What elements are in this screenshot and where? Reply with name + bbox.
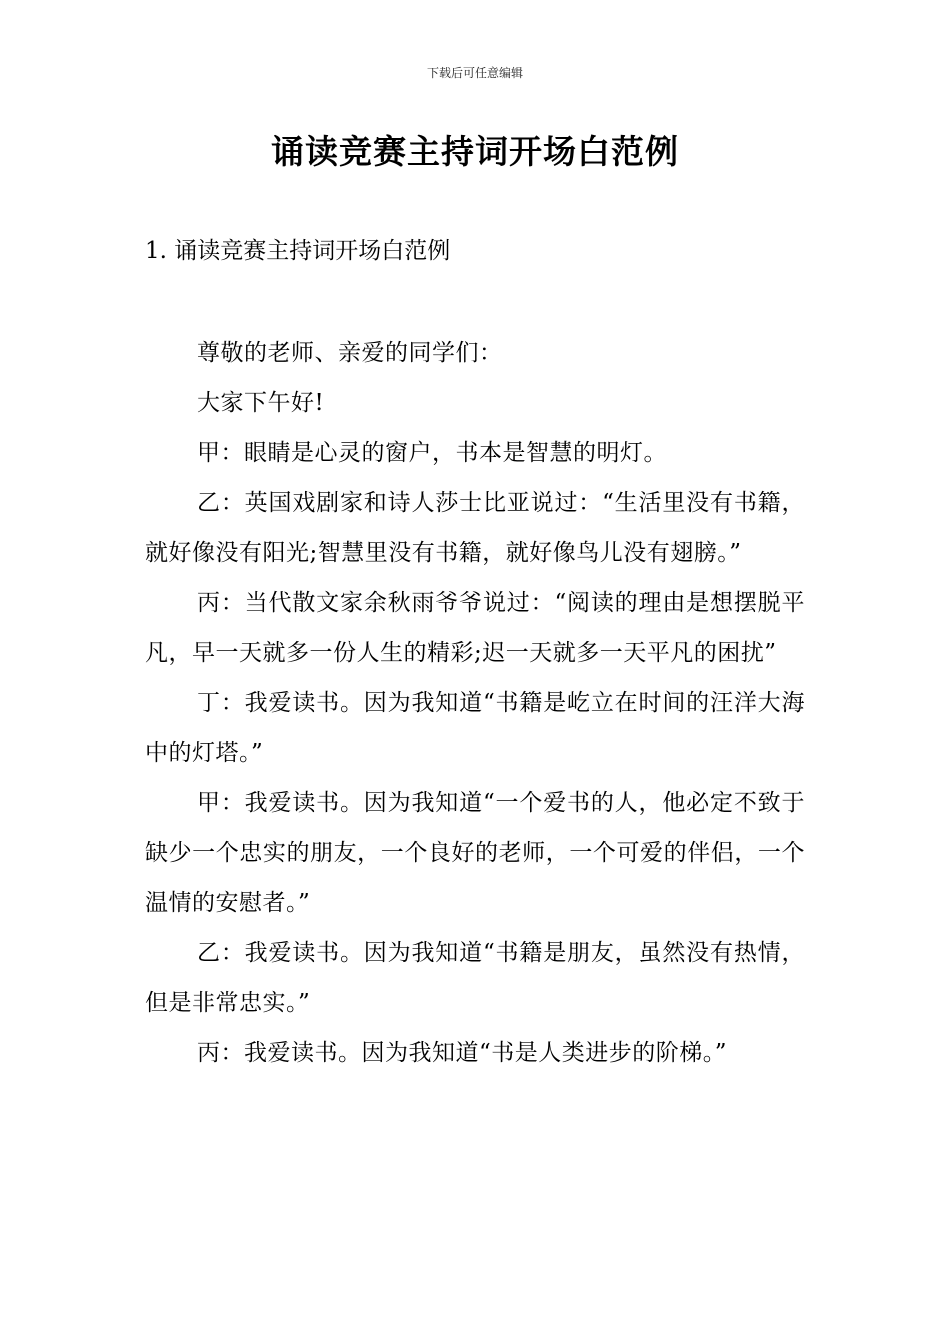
document-title: 诵读竞赛主持词开场白范例 [271, 132, 679, 171]
paragraph-yi-2: 乙：我爱读书。因为我知道“书籍是朋友，虽然没有热情，但是非常忠实。” [145, 940, 805, 1016]
paragraph-ding-1: 丁：我爱读书。因为我知道“书籍是屹立在时间的汪洋大海中的灯塔。” [145, 690, 805, 766]
paragraph-good-afternoon: 大家下午好! [197, 390, 325, 416]
section-heading: 1. 诵读竞赛主持词开场白范例 [145, 238, 451, 264]
paragraph-greeting: 尊敬的老师、亲爱的同学们： [197, 340, 503, 366]
paragraph-bing-1: 丙：当代散文家余秋雨爷爷说过：“阅读的理由是想摆脱平凡，早一天就多一份人生的精彩;迟一天就多一天平凡的困扰” [145, 590, 805, 666]
paragraph-bing-2: 丙：我爱读书。因为我知道“书是人类进步的阶梯。” [197, 1040, 728, 1066]
paragraph-jia-2: 甲：我爱读书。因为我知道“一个爱书的人，他必定不致于缺少一个忠实的朋友，一个良好的老师，一个可爱的伴侣，一个温情的安慰者。” [145, 790, 805, 916]
header-note: 下载后可任意编辑 [426, 66, 523, 80]
paragraph-yi-1: 乙：英国戏剧家和诗人莎士比亚说过：“生活里没有书籍，就好像没有阳光;智慧里没有书籍，就好像鸟儿没有翅膀。” [145, 490, 805, 566]
paragraph-jia-1: 甲：眼睛是心灵的窗户，书本是智慧的明灯。 [197, 440, 667, 466]
document-body [145, 328, 805, 1078]
